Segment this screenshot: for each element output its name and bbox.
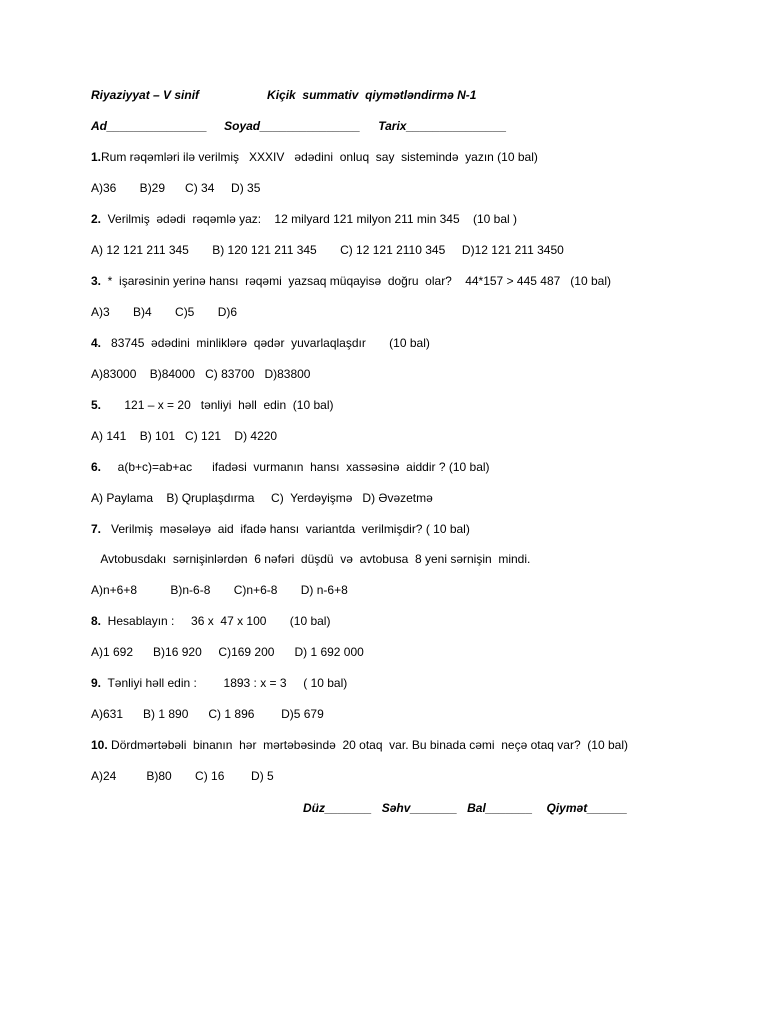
subject-label: Riyaziyyat – V sinif — [91, 88, 200, 102]
question-7-options: A)n+6+8 B)n-6-8 C)n+6-8 D) n-6+8 — [91, 583, 348, 597]
name-field: Ad_______________ — [91, 119, 208, 133]
question-3 — [91, 273, 611, 289]
question-number: 2. — [91, 212, 102, 226]
question-5 — [91, 397, 333, 413]
question-2 — [91, 211, 517, 227]
question-9-options: A)631 B) 1 890 C) 1 896 D)5 679 — [91, 707, 324, 721]
question-1-options: A)36 B)29 C) 34 D) 35 — [91, 181, 261, 195]
header-line — [91, 87, 476, 103]
question-7-scenario: Avtobusdakı sərnişinlərdən 6 nəfəri düşdü və avtobusa 8 yeni sərnişin mindi. — [91, 552, 531, 566]
score-field: Bal_______ — [467, 801, 533, 815]
wrong-field: Səhv_______ — [381, 801, 458, 815]
question-4 — [91, 335, 430, 351]
question-text: * işarəsinin yerinə hansı rəqəmi yazsaq müqayisə doğru olar? 44*157 > 445 487 (10 bal) — [101, 274, 611, 288]
question-text: Rum rəqəmləri ilə verilmiş XXXIV ədədini onluq say sistemində yazın (10 bal) — [101, 150, 538, 164]
question-number: 5. — [91, 398, 102, 412]
question-9 — [91, 675, 347, 691]
question-6-options: A) Paylama B) Qruplaşdırma C) Yerdəyişmə D) Əvəzetmə — [91, 491, 433, 505]
assessment-title: Kiçik summativ qiymətləndirmə N-1 — [267, 88, 477, 102]
question-7 — [91, 521, 470, 537]
question-number: 8. — [91, 614, 102, 628]
question-text: Tənliyi həll edin : 1893 : x = 3 ( 10 bal) — [101, 676, 348, 690]
question-5-options: A) 141 B) 101 C) 121 D) 4220 — [91, 429, 278, 443]
grade-field: Qiymət______ — [546, 801, 628, 815]
score-footer — [303, 800, 627, 816]
question-number: 3. — [91, 274, 102, 288]
surname-field: Soyad_______________ — [224, 119, 361, 133]
question-number: 4. — [91, 336, 102, 350]
question-number: 7. — [91, 522, 102, 536]
question-text: Verilmiş məsələyə aid ifadə hansı variantda verilmişdir? ( 10 bal) — [101, 522, 470, 536]
question-1 — [91, 149, 538, 165]
question-4-options: A)83000 B)84000 C) 83700 D)83800 — [91, 367, 311, 381]
question-2-options: A) 12 121 211 345 B) 120 121 211 345 C) 12 121 2110 345 D)12 121 211 3450 — [91, 243, 564, 257]
correct-field: Düz_______ — [303, 801, 372, 815]
question-number: 10. — [91, 738, 108, 752]
question-10-options: A)24 B)80 C) 16 D) 5 — [91, 769, 274, 783]
student-info-line — [91, 118, 507, 134]
question-number: 6. — [91, 460, 102, 474]
question-6 — [91, 459, 490, 475]
question-8-options: A)1 692 B)16 920 C)169 200 D) 1 692 000 — [91, 645, 364, 659]
question-text: 83745 ədədini minliklərə qədər yuvarlaqlaşdır (10 bal) — [101, 336, 430, 350]
question-text: Dördmərtəbəli binanın hər mərtəbəsində 20 otaq var. Bu binada cəmi neçə otaq var? (10 bal) — [107, 738, 628, 752]
question-10 — [91, 737, 628, 753]
question-number: 1. — [91, 150, 102, 164]
date-field: Tarix_______________ — [378, 119, 507, 133]
question-text: Verilmiş ədədi rəqəmlə yaz: 12 milyard 121 milyon 211 min 345 (10 bal ) — [101, 212, 517, 226]
question-text: Hesablayın : 36 x 47 x 100 (10 bal) — [101, 614, 331, 628]
question-8 — [91, 613, 330, 629]
question-3-options: A)3 B)4 C)5 D)6 — [91, 305, 238, 319]
question-text: a(b+c)=ab+ac ifadəsi vurmanın hansı xassəsinə aiddir ? (10 bal) — [101, 460, 490, 474]
question-number: 9. — [91, 676, 102, 690]
question-text: 121 – x = 20 tənliyi həll edin (10 bal) — [101, 398, 334, 412]
